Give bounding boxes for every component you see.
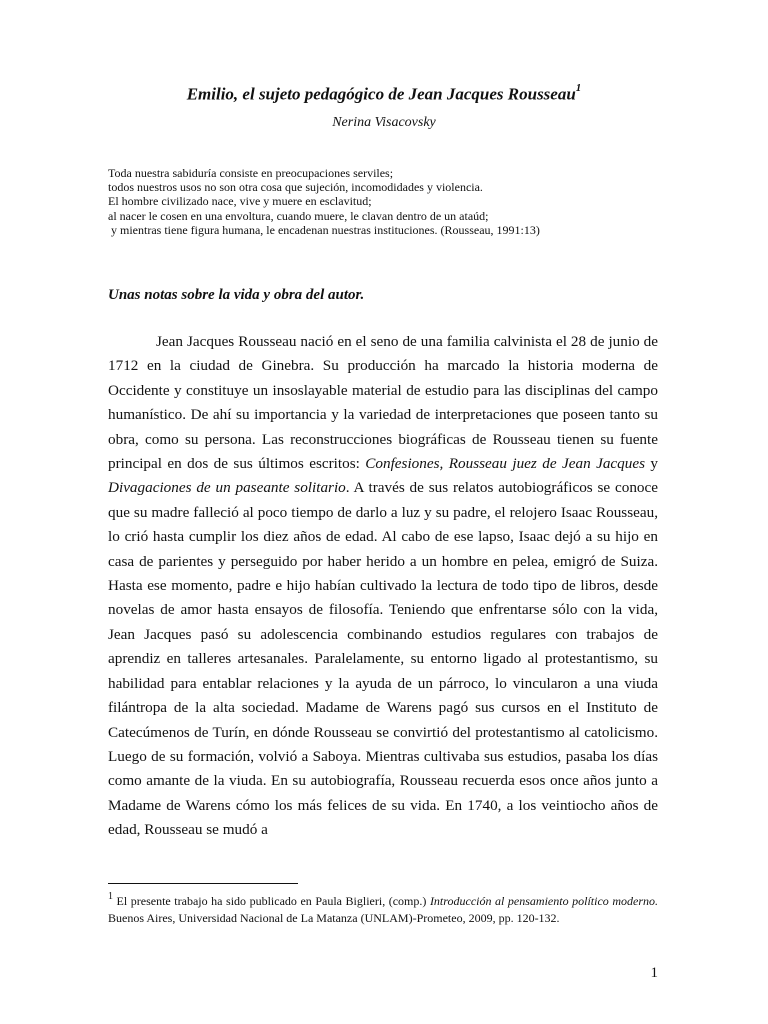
epigraph-line: Toda nuestra sabiduría consiste en preocupaciones serviles; — [108, 166, 394, 180]
epigraph-line: y mientras tiene figura humana, le encadenan nuestras instituciones. (Rousseau, 1991:13) — [108, 222, 540, 237]
paragraph-text: y — [645, 455, 659, 473]
section-heading: Unas notas sobre la vida y obra del autor. — [108, 287, 365, 303]
footnote-divider — [108, 883, 298, 884]
work-title-divagaciones: Divagaciones de un paseante solitario — [108, 479, 346, 497]
title-text: Emilio, el sujeto pedagógico de Jean Jacques Rousseau — [186, 84, 576, 104]
paragraph-text: Jean Jacques Rousseau nació en el seno de una familia calvinista el 28 de junio de 1712 en la ciudad de Ginebra. Su producción ha marcado la historia moderna de Occidente y constituye un insoslayable material de estudio para las disciplinas del campo humanístico. De ahí su importancia y la variedad de interpretaciones que poseen tanto su obra, como su persona. Las reconstrucciones biográficas de Rousseau tienen su fuente principal en dos de sus últimos escritos: — [108, 333, 658, 473]
author-name: Nerina Visacovsky — [332, 115, 436, 130]
footnote-book-title: Introducción al pensamiento político moderno. — [429, 894, 658, 908]
title-footnote-mark[interactable]: 1 — [575, 82, 582, 94]
epigraph-line: todos nuestros usos no son otra cosa que sujeción, incomodidades y violencia. — [108, 180, 483, 195]
document-title — [0, 84, 768, 105]
epigraph-line: al nacer le cosen en una envoltura, cuando muere, le clavan dentro de un ataúd; — [108, 208, 489, 223]
footnote — [108, 889, 658, 927]
epigraph — [108, 166, 668, 237]
footnote-mark: 1 — [108, 891, 113, 902]
epigraph-line: El hombre civilizado nace, vive y muere en esclavitud; — [108, 194, 372, 209]
body-paragraph — [108, 330, 658, 843]
page-number: 1 — [650, 965, 658, 981]
footnote-text: Buenos Aires, Universidad Nacional de La Matanza (UNLAM)-Prometeo, 2009, pp. 120-132. — [108, 911, 560, 925]
footnote-text: El presente trabajo ha sido publicado en Paula Biglieri, (comp.) — [113, 894, 430, 908]
work-title-confesiones: Confesiones, Rousseau juez de Jean Jacques — [365, 455, 645, 473]
paragraph-text: . A través de sus relatos autobiográficos se conoce que su madre falleció al poco tiempo de darlo a luz y su padre, el relojero Isaac Rousseau, lo crió hasta cumplir los diez años de edad. Al cabo de ese lapso, Isaac dejó a su hijo en casa de parientes y perseguido por haber herido a un hombre en pelea, emigró de Suiza. Hasta ese momento, padre e hijo habían cultivado la lectura de todo tipo de libros, desde novelas de amor hasta ensayos de filosofía. Teniendo que enfrentarse sólo con la vida, Jean Jacques pasó su adolescencia combinando estudios regulares con trabajos de aprendiz en talleres artesanales. Paralelamente, su entorno ligado al protestantismo, su habilidad para entablar relaciones y la ayuda de un párroco, lo vincularon a una viuda filántropa de la alta sociedad. Madame de Warens pagó sus cursos en el Instituto de Catecúmenos de Turín, en dónde Rousseau se convirtió del protestantismo al catolicismo. Luego de su formación, volvió a Saboya. Mientras cultivaba sus estudios, pasaba los días como amante de la viuda. En su autobiografía, Rousseau recuerda esos once años junto a Madame de Warens cómo los más felices de su vida. En 1740, a los veintiocho años de edad, Rousseau se mudó a — [108, 479, 658, 839]
